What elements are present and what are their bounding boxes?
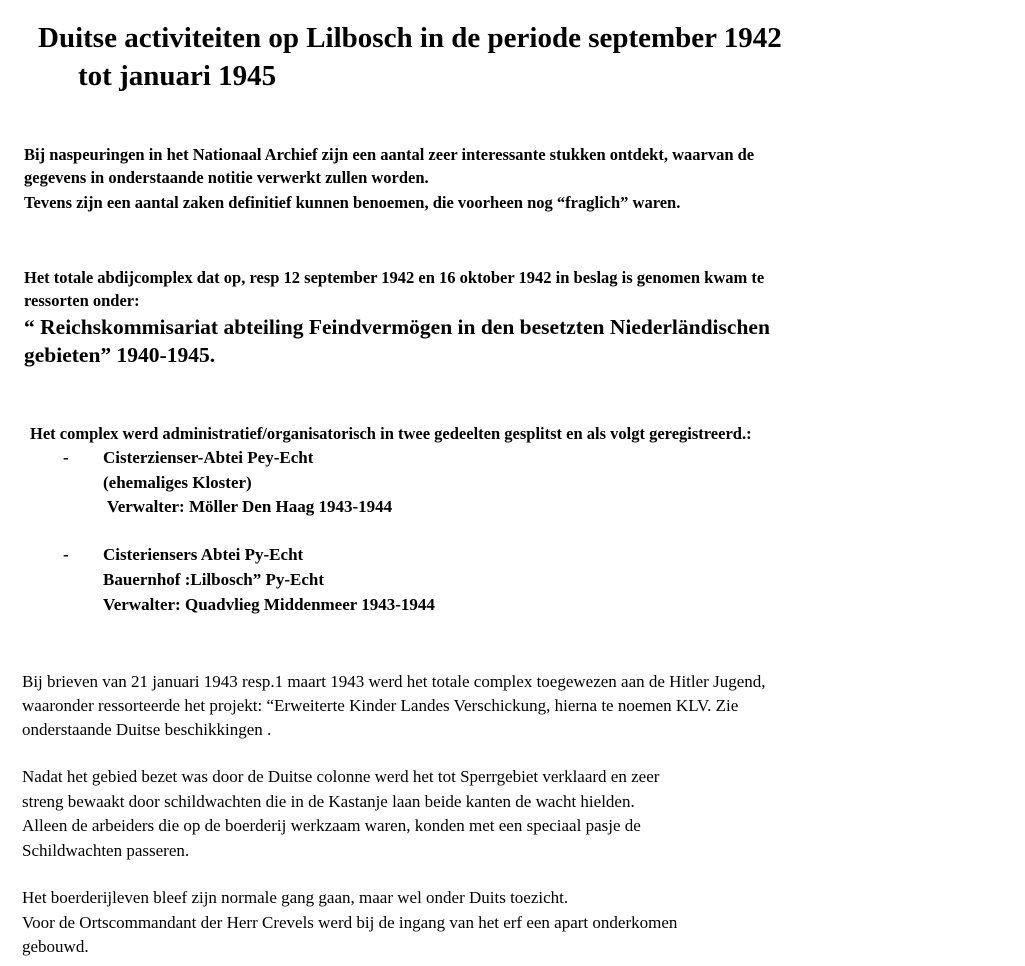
para3-line-2: Voor de Ortscommandant der Herr Crevels werd bij de ingang van het erf een apart onderkomen [22, 913, 678, 932]
page-title-line-2: tot januari 1945 [78, 60, 277, 92]
split-intro: Het complex werd administratief/organisatorisch in twee gedeelten gesplitst en als volgt geregistreerd.: [30, 424, 752, 443]
item1-line-2: (ehemaliges Kloster) [103, 473, 252, 492]
para3-line-1: Het boerderijleven bleef zijn normale gang gaan, maar wel onder Duits toezicht. [22, 888, 569, 907]
complex-line-2: ressorten onder: [24, 291, 140, 310]
item1-line-3: Verwalter: Möller Den Haag 1943-1944 [107, 497, 393, 516]
para2-line-2: streng bewaakt door schildwachten die in de Kastanje laan beide kanten de wacht hielden. [22, 792, 635, 811]
para1-line-2: waaronder ressorteerde het projekt: “Erweiterte Kinder Landes Verschickung, hierna te noemen KLV. Zie [22, 696, 739, 715]
list-dash-2: - [63, 545, 69, 564]
item2-line-2: Bauernhof :Lilbosch” Py-Echt [103, 570, 325, 589]
para1-line-3: onderstaande Duitse beschikkingen . [22, 720, 272, 739]
authority-name-line-1: “ Reichskommisariat abteiling Feindvermögen in den besetzten Niederländischen [24, 315, 770, 339]
para1-line-1: Bij brieven van 21 januari 1943 resp.1 maart 1943 werd het totale complex toegewezen aan de Hitler Jugend, [22, 672, 766, 691]
intro-line-3: Tevens zijn een aantal zaken definitief kunnen benoemen, die voorheen nog “fraglich” waren. [24, 193, 681, 212]
intro-line-2: gegevens in onderstaande notitie verwerkt zullen worden. [24, 168, 429, 187]
item2-line-3: Verwalter: Quadvlieg Middenmeer 1943-1944 [103, 595, 435, 614]
para2-line-3: Alleen de arbeiders die op de boerderij werkzaam waren, konden met een speciaal pasje de [22, 816, 641, 835]
para2-line-4: Schildwachten passeren. [22, 841, 190, 860]
list-dash-1: - [63, 448, 69, 467]
item2-line-1: Cisteriensers Abtei Py-Echt [103, 545, 304, 564]
para3-line-3: gebouwd. [22, 937, 89, 956]
complex-line-1: Het totale abdijcomplex dat op, resp 12 september 1942 en 16 oktober 1942 in beslag is genomen kwam te [24, 268, 765, 287]
intro-line-1: Bij naspeuringen in het Nationaal Archief zijn een aantal zeer interessante stukken ontdekt, waarvan de [24, 145, 755, 164]
page-title-line-1: Duitse activiteiten op Lilbosch in de periode september 1942 [38, 22, 782, 54]
item1-line-1: Cisterzienser-Abtei Pey-Echt [103, 448, 314, 467]
authority-name-line-2: gebieten” 1940-1945. [24, 343, 216, 367]
para2-line-1: Nadat het gebied bezet was door de Duitse colonne werd het tot Sperrgebiet verklaard en zeer [22, 767, 660, 786]
